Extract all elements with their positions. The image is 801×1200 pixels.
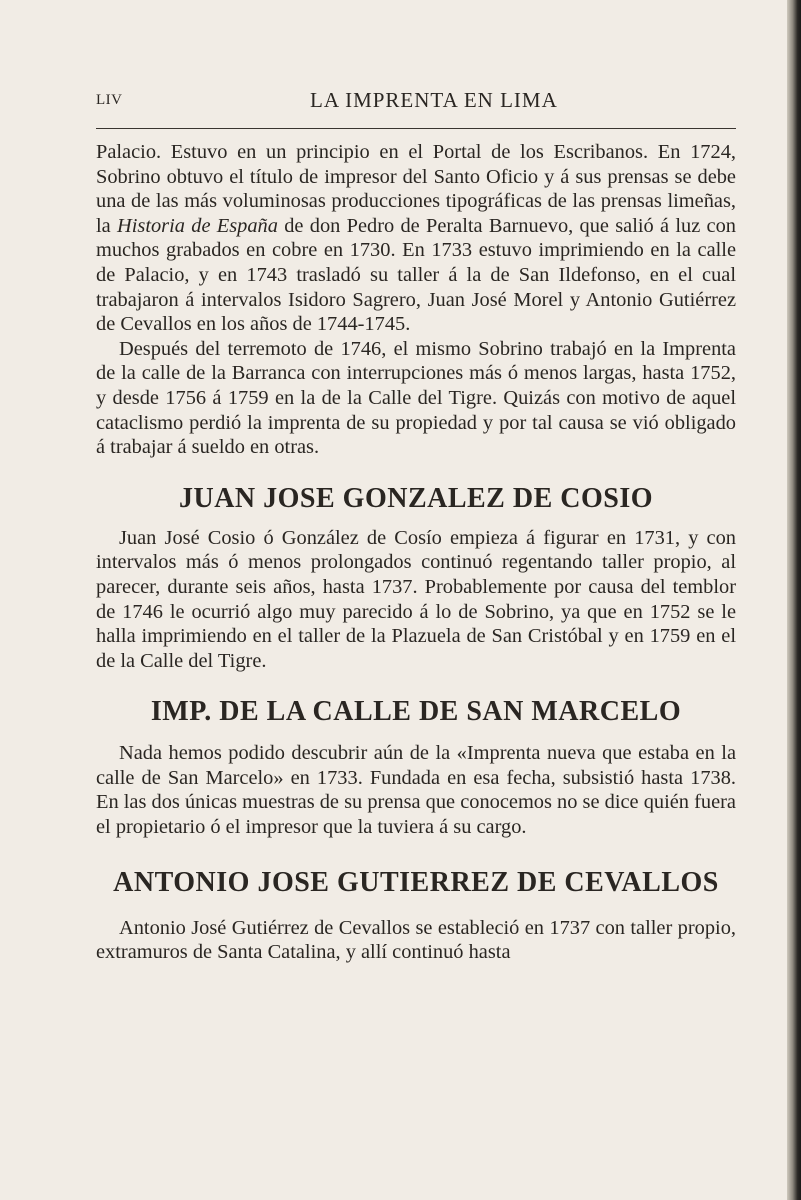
paragraph-2: Después del terremoto de 1746, el mismo Sobrino trabajó en la Imprenta de la calle de la Barranca con interrupciones más ó menos largas, hasta 1752, y desde 1756 á 1759 en la de la Calle del Tigre. Quizás con motivo de aquel cataclismo perdió la imprenta de su propiedad y por tal causa se vió obligado á trabajar á sueldo en otras. (96, 337, 736, 459)
page-header (96, 88, 736, 120)
paragraph-3: Juan José Cosio ó González de Cosío empieza á figurar en 1731, y con intervalos más ó menos prolongados continuó regentando taller propio, al parecer, durante seis años, hasta 1737. Probablemente por causa del temblor de 1746 le ocurrió algo muy parecido á lo de Sobrino, ya que en 1752 se le halla imprimiendo en el taller de la Plazuela de San Cristóbal y en 1759 en el de la Calle del Tigre. (96, 526, 736, 672)
paragraph-1 (96, 140, 736, 337)
running-title: LA IMPRENTA EN LIMA (310, 88, 558, 112)
page-edge-shadow (787, 0, 801, 1200)
section-heading-cevallos: ANTONIO JOSE GUTIERREZ DE CEVALLOS (113, 866, 719, 898)
section-heading-cosio: JUAN JOSE GONZALEZ DE COSIO (178, 482, 654, 514)
body-text (96, 140, 736, 965)
paragraph-1-rest: de don Pedro de Peralta Barnuevo, que salió á luz con muchos grabados en cobre en 1730. En 1733 estuvo imprimiendo en la calle de Palacio, y en 1743 trasladó su taller á la de San Ildefonso, en el cual trabajaron á intervalos Isidoro Sagrero, Juan José Morel y Antonio Gutiérrez de Cevallos en los años de 1744-1745. (96, 214, 736, 336)
book-title-italic: Historia de España (117, 214, 278, 237)
page-number: LIV (96, 92, 123, 108)
paragraph-4: Nada hemos podido descubrir aún de la «Imprenta nueva que estaba en la calle de San Marcelo» en 1733. Fundada en esa fecha, subsistió hasta 1738. En las dos únicas muestras de su prensa que conocemos no se dice quién fuera el propietario ó el impresor que la tuviera á su cargo. (96, 742, 736, 839)
section-heading-san-marcelo: IMP. DE LA CALLE DE SAN MARCELO (150, 696, 682, 728)
paragraph-1-text: Palacio. Estuvo en un principio en el Portal de los Escribanos. En 1724, Sobrino obtuvo el título de impresor del Santo Oficio y á sus prensas se debe una de las más voluminosas producciones tipográficas de las prensas limeñas, la (96, 141, 736, 237)
header-rule (96, 128, 736, 129)
paragraph-5: Antonio José Gutiérrez de Cevallos se estableció en 1737 con taller propio, extramuros de Santa Catalina, y allí continuó hasta (96, 916, 736, 964)
